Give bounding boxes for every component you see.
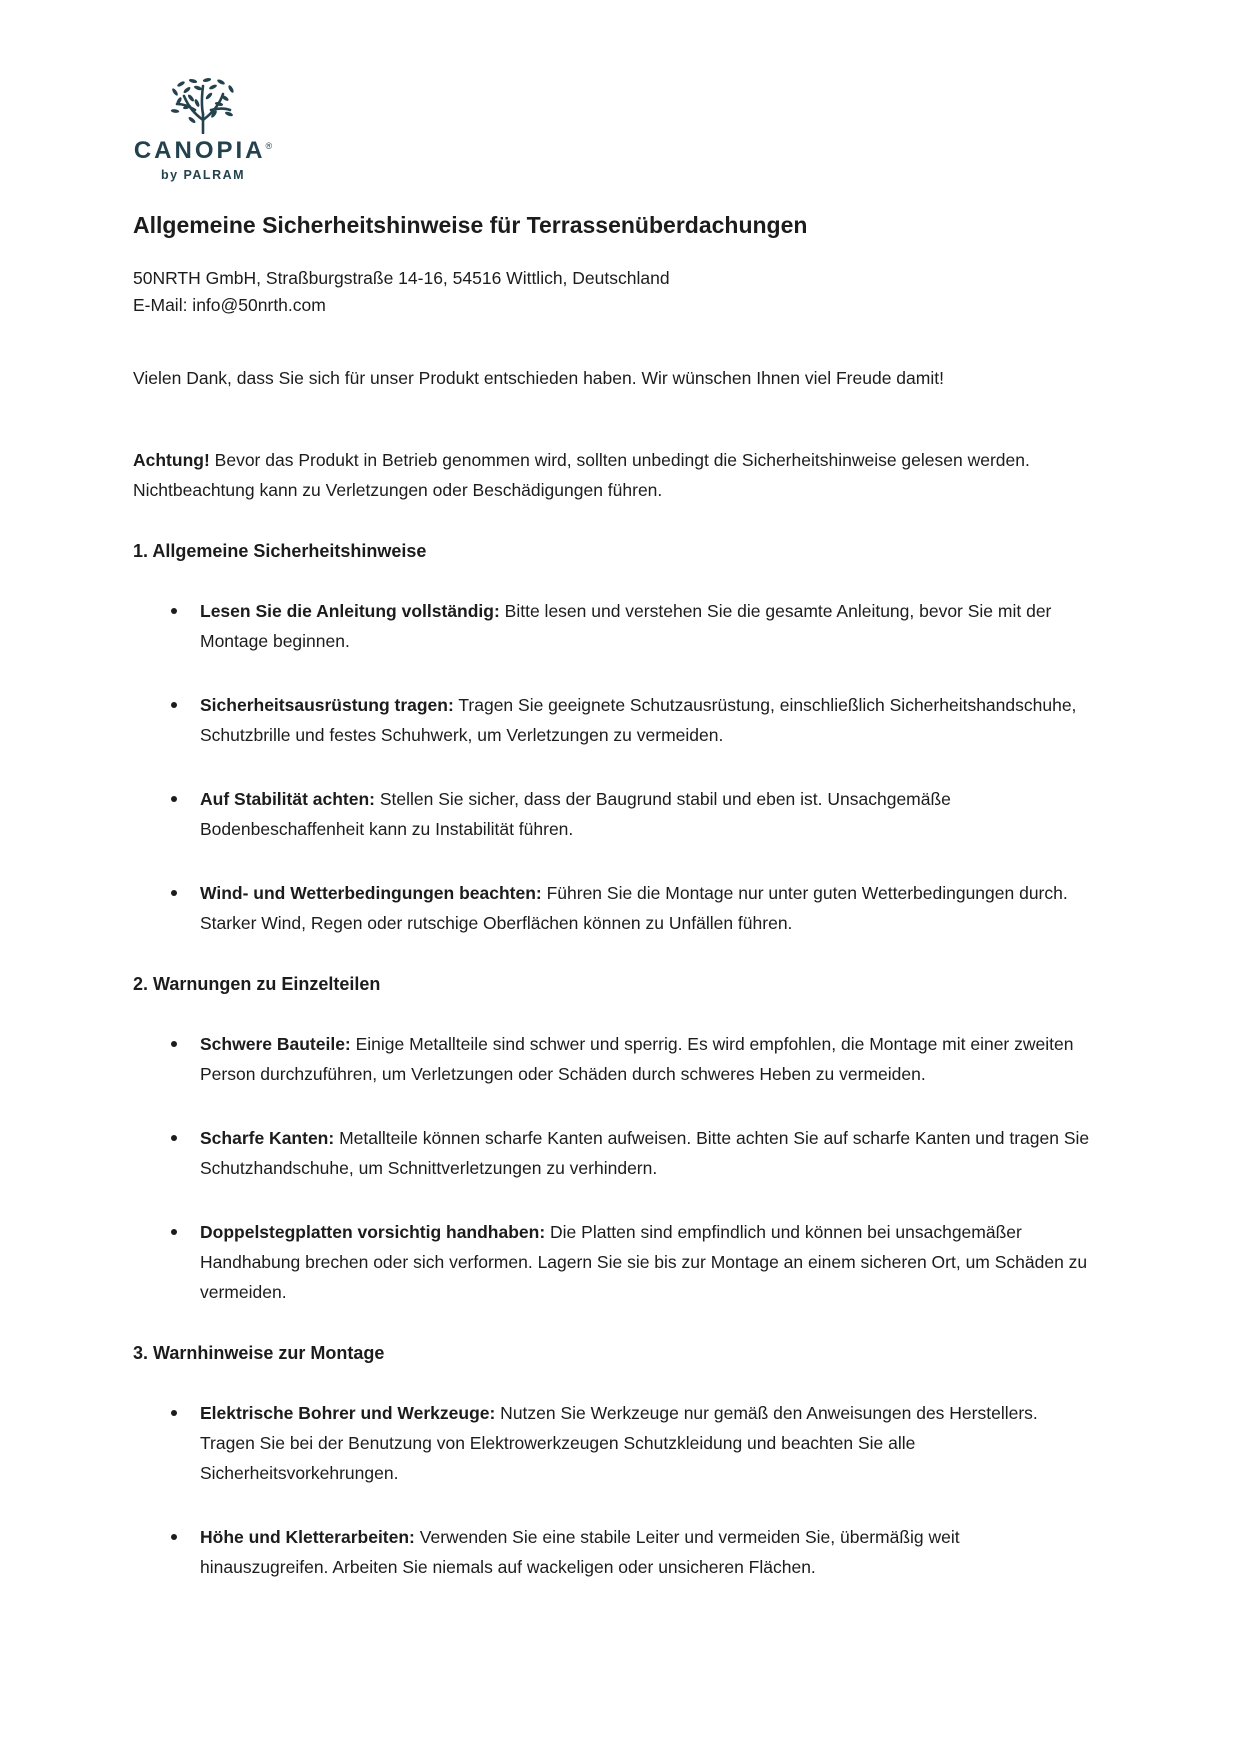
item-text: Bitte lesen und verstehen Sie die gesamte Anleitung, bevor Sie mit der Montage beginnen. <box>200 601 1052 652</box>
page-title: Allgemeine Sicherheitshinweise für Terrassenüberdachungen <box>133 212 808 239</box>
warning-lead: Achtung! <box>133 450 210 471</box>
section-2-list <box>133 1029 1090 1307</box>
logo-brand-text: CANOPIA <box>133 137 266 164</box>
logo-wordmark <box>133 138 273 164</box>
list-item <box>133 690 1090 750</box>
item-lead: Doppelstegplatten vorsichtig handhaben: <box>200 1222 546 1243</box>
warning-text: Bevor das Produkt in Betrieb genommen wird, sollten unbedingt die Sicherheitshinweise gelesen werden. Nichtbeachtung kann zu Verletzungen oder Beschädigungen führen. <box>133 450 1030 501</box>
item-text: Einige Metallteile sind schwer und sperrig. Es wird empfohlen, die Montage mit einer zweiten Person durchzuführen, um Verletzungen oder Schäden durch schweres Heben zu vermeiden. <box>200 1034 1074 1085</box>
section-1-list <box>133 596 1090 938</box>
list-item <box>133 878 1090 938</box>
section-heading-1: 1. Allgemeine Sicherheitshinweise <box>133 541 427 562</box>
item-text: Verwenden Sie eine stabile Leiter und vermeiden Sie, übermäßig weit hinauszugreifen. Arbeiten Sie niemals auf wackeligen oder unsicheren Flächen. <box>200 1527 960 1578</box>
item-text: Tragen Sie geeignete Schutzausrüstung, einschließlich Sicherheitshandschuhe, Schutzbrille und festes Schuhwerk, um Verletzungen zu vermeiden. <box>200 695 1077 746</box>
company-email: E-Mail: info@50nrth.com <box>133 295 326 316</box>
canopia-tree-icon <box>167 76 239 134</box>
section-3-list <box>133 1398 1090 1582</box>
item-lead: Lesen Sie die Anleitung vollständig: <box>200 601 500 622</box>
intro-paragraph: Vielen Dank, dass Sie sich für unser Produkt entschieden haben. Wir wünschen Ihnen viel Freude damit! <box>133 368 944 389</box>
section-heading-2: 2. Warnungen zu Einzelteilen <box>133 974 381 995</box>
item-lead: Auf Stabilität achten: <box>200 789 376 810</box>
item-text: Stellen Sie sicher, dass der Baugrund stabil und eben ist. Unsachgemäße Bodenbeschaffenheit kann zu Instabilität führen. <box>200 789 951 840</box>
list-item <box>133 1123 1090 1183</box>
item-text: Führen Sie die Montage nur unter guten Wetterbedingungen durch. Starker Wind, Regen oder rutschige Oberflächen können zu Unfällen führen. <box>200 883 1068 934</box>
item-text: Nutzen Sie Werkzeuge nur gemäß den Anweisungen des Herstellers. Tragen Sie bei der Benutzung von Elektrowerkzeugen Schutzkleidung und beachten Sie alle Sicherheitsvorkehrungen. <box>200 1403 1038 1484</box>
logo-tagline: by PALRAM <box>160 168 246 183</box>
item-lead: Höhe und Kletterarbeiten: <box>200 1527 415 1548</box>
contact-block <box>133 265 1090 319</box>
item-lead: Scharfe Kanten: <box>200 1128 335 1149</box>
item-lead: Elektrische Bohrer und Werkzeuge: <box>200 1403 496 1424</box>
item-lead: Wind- und Wetterbedingungen beachten: <box>200 883 542 904</box>
list-item <box>133 1029 1090 1089</box>
registered-mark: ® <box>265 141 273 151</box>
company-address: 50NRTH GmbH, Straßburgstraße 14-16, 54516 Wittlich, Deutschland <box>133 268 670 289</box>
item-lead: Sicherheitsausrüstung tragen: <box>200 695 454 716</box>
warning-paragraph <box>133 445 1063 505</box>
list-item <box>133 1217 1090 1307</box>
item-text: Die Platten sind empfindlich und können bei unsachgemäßer Handhabung brechen oder sich verformen. Lagern Sie sie bis zur Montage an einem sicheren Ort, um Schäden zu vermeiden. <box>200 1222 1088 1303</box>
list-item <box>133 784 1090 844</box>
list-item <box>133 1398 1090 1488</box>
list-item <box>133 596 1090 656</box>
canopia-logo <box>133 76 273 182</box>
item-lead: Schwere Bauteile: <box>200 1034 351 1055</box>
list-item <box>133 1522 1090 1582</box>
item-text: Metallteile können scharfe Kanten aufweisen. Bitte achten Sie auf scharfe Kanten und tragen Sie Schutzhandschuhe, um Schnittverletzungen zu verhindern. <box>200 1128 1090 1179</box>
section-heading-3: 3. Warnhinweise zur Montage <box>133 1343 385 1364</box>
